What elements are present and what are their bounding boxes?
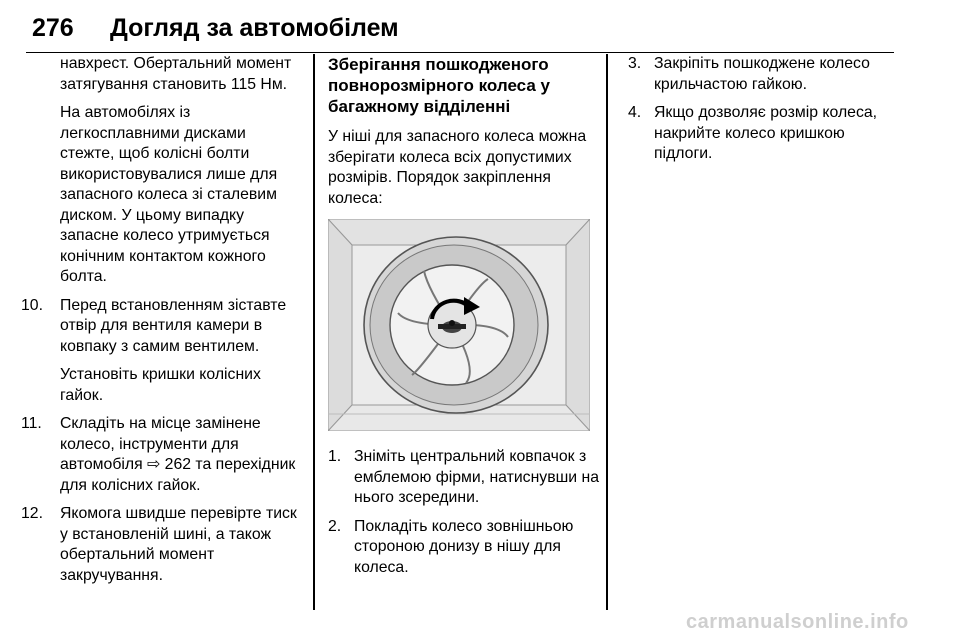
list-item	[21, 414, 303, 496]
list-item	[21, 296, 303, 407]
item-number: 10.	[21, 296, 43, 314]
item-text: Якомога швидше перевірте тиск у встановленій шині, а також обертальний момент закручування.	[60, 505, 297, 584]
item-number: 11.	[21, 415, 42, 432]
item-text: Закріпіть пошкоджене колесо крильчастою гайкою.	[654, 55, 870, 93]
item-number: 12.	[21, 505, 43, 522]
item-text-part: 262 та перехідник для колісних гайок.	[60, 456, 296, 494]
list-item	[328, 447, 600, 509]
item-number: 2.	[328, 517, 342, 535]
list-item	[21, 504, 303, 586]
watermark: carmanualsonline.info	[686, 611, 909, 633]
column-1	[21, 54, 303, 594]
column-divider	[606, 54, 608, 610]
spare-wheel-illustration	[328, 219, 590, 431]
item-text: Якщо дозволяє розмір колеса, накрийте колесо кришкою підлоги.	[654, 104, 878, 162]
item-text	[60, 414, 303, 496]
list-item	[628, 103, 900, 165]
item-text: Покладіть колесо зовнішньою стороною донизу в нішу для колеса.	[354, 517, 574, 576]
column-divider	[313, 54, 315, 610]
item-number: 1.	[328, 448, 342, 465]
item-number: 4.	[628, 104, 642, 121]
item-number: 3.	[628, 55, 642, 72]
item-subtext: Установіть кришки колісних гайок.	[60, 366, 261, 404]
page-reference-icon: ⇨	[147, 456, 161, 473]
section-intro: У ніші для запасного колеса можна зберігати колеса всіх допустимих розмірів. Порядок закріплення колеса:	[328, 128, 587, 207]
item-text-part: Складіть на місце замінене колесо, інструменти для автомобіля	[60, 415, 261, 473]
page-title: Догляд за автомобілем	[110, 14, 399, 42]
column-3	[628, 54, 900, 173]
section-title: Зберігання пошкодженого повнорозмірного колеса у багажному відділенні	[328, 55, 550, 116]
page-header	[26, 0, 894, 53]
page-number: 276	[32, 14, 74, 42]
list-item	[628, 54, 900, 95]
list-item	[328, 517, 600, 579]
column-2	[328, 54, 600, 586]
item-text: Перед встановленням зіставте отвір для вентиля камери в ковпаку з самим вентилем.	[60, 296, 287, 355]
item-text: Зніміть центральний ковпачок з емблемою фірми, натиснувши на нього зсередини.	[354, 448, 599, 506]
continued-text: навхрест. Обертальний момент затягування становить 115 Нм.	[60, 55, 292, 93]
note-text: На автомобілях із легкосплавними дисками стежте, щоб колісні болти використовувалися лише для запасного колеса зі сталевим диском. У цьому випадку запасне колесо утримується конічним контактом кожного болта.	[60, 104, 278, 285]
